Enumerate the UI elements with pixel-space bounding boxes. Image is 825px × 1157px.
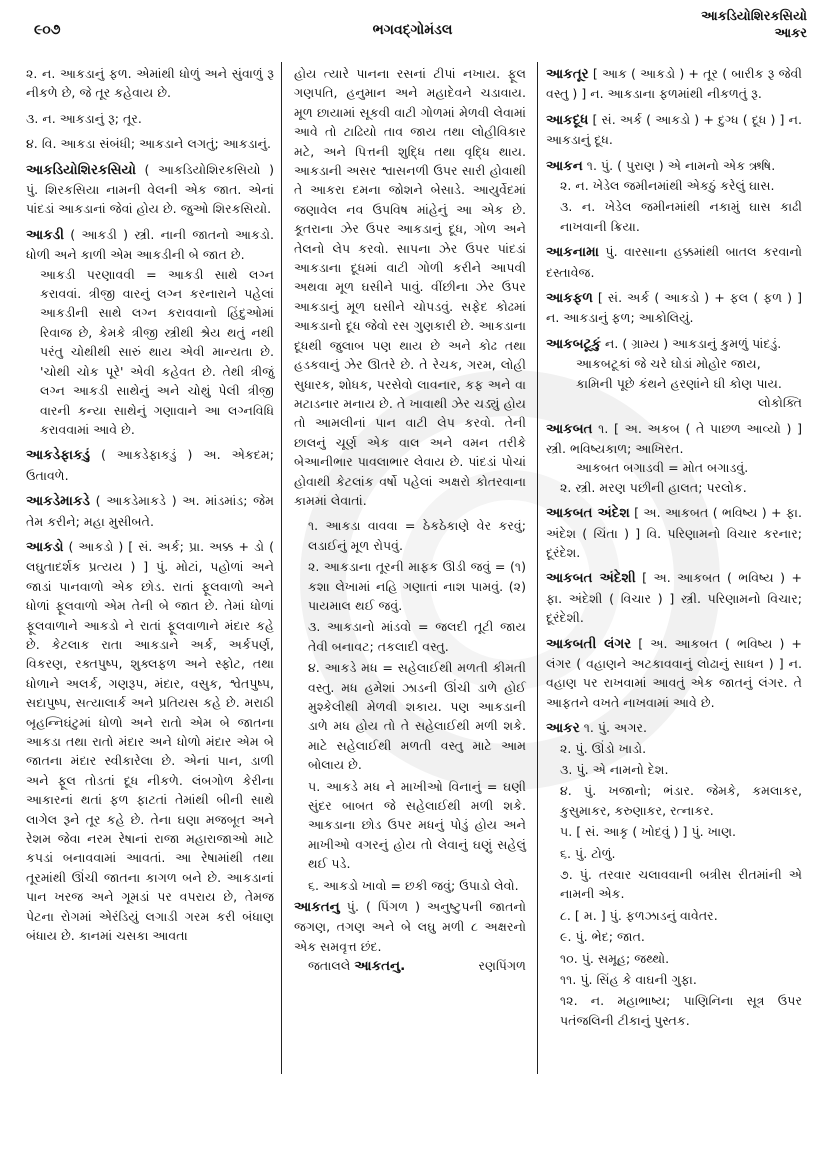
dictionary-entry (546, 568, 802, 627)
column-3 (546, 64, 802, 1036)
definition: ( આકડેફાકડું ) અ. એકદમ; ઉતાવળે. (26, 447, 274, 483)
sense: ૭. પું. તરવાર ચલાવવાની બત્રીસ રીતમાંની એ નામની એક. (560, 867, 802, 902)
definition: [ સં. અર્ક ( આકડો ) + ફલ ( ફળ ) ] ન. આકડાનું ફળ; આકોલિયું. (546, 290, 803, 326)
example (308, 956, 405, 976)
dictionary-entry (294, 897, 526, 977)
sense: ૧૧. પું. સિંહ કે વાઘની ગુફા. (560, 972, 697, 988)
sense: ૨. પું. ઊંડો ખાડો. (560, 740, 647, 756)
headword: આકબટૂકું (546, 335, 601, 352)
dictionary-entry (546, 503, 802, 562)
idiom-phrase: ૧. આકડા વાવવા = ઠેકઠેકાણે વેર કરવું; લડાઈનું મૂળ રોપવું. (308, 518, 526, 553)
quotation-line: આકબટૂકાં જે ચરે ઘોડાં મોહોર જાય, (576, 356, 761, 372)
headword: આકડેફાકડું (26, 447, 91, 464)
definition-continuation: હોય ત્યારે પાનના રસનાં ટીપાં નખાય. ફૂલ ગણપતિ, હનુમાન અને મહાદેવને ચડાવાય. મૂળ છાયામાં સૂકવી વાટી ગોળમાં મેળવી લેવામાં આવે તો ટાઢિયો તાવ જાય તથા લોહીવિકાર મટે, અને પિત્તની શુદ્ધિ તથા વૃદ્ધિ થાય. આકડાની અસર શ્વાસનળી ઉપર સારી હોવાથી તે આકરા દમના જોશને બેસાડે. આયુર્વેદમાં જણાવેલ નવ ઉપવિષ માંહેનું આ એક છે. કૂતરાના ઝેર ઉપર આકડાનું દૂધ, ગોળ અને તેલનો લેપ કરવો. સાપના ઝેર ઉપર પાંદડાં આકડાના દૂધમાં વાટી ગોળી કરીને આપવી અથવા મૂળ ઘસીને પાવું. વીંછીના ઝેર ઉપર આકડાનું મૂળ ઘસીને ચોપડવું. સફેદ કોઢમાં આકડાનો દૂધ જેવો રસ ગુણકારી છે. આકડાના દૂધથી જુલાબ પણ થાય છે અને કોઢ તથા હડકવાનું ઝેર ઊતરે છે. તે રેચક, ગરમ, લોહી સુધારક, શોધક, પરસેવો લાવનાર, કફ અને વા મટાડનાર મનાય છે. તે ખાવાથી ઝેર ચડ્યું હોય તો આમલીનાં પાન વાટી લેપ કરવો. તેની છાલનું ચૂર્ણ એક વાલ અને વમન તરીકે બેઆનીભાર પાવલાભાર લેવાય છે. પાંદડાં પોચાં હોવાથી કેટલાંક વર્ષો પહેલાં અક્ષરો કોતરવાના કામમાં લેવાતાં. (294, 66, 526, 508)
idiom-phrase: આકડી પરણાવવી = આકડી સાથે લગ્ન કરાવવાં. ત્રીજી વારનું લગ્ન કરનારાને પહેલાં આકડીની સાથે લગ્ન કરાવવાનો હિંદુઓમાં રિવાજ છે, કેમકે ત્રીજી સ્ત્રીથી શ્રેય થતું નથી પરંતુ ચોથીથી સારું થાય એવી માન્યતા છે. 'ચોથી ચોક પૂરે' એવી કહેવત છે. તેથી ત્રીજું લગ્ન આકડી સાથેનું અને ચોથું પેલી ત્રીજી વારની કન્યા સાથેનું ગણાવાને આ લગ્નવિધિ કરાવવામાં આવે છે. (40, 266, 274, 437)
definition: પું. ( પિંગળ ) અનુષ્ટુપની જાતનો જગણ, તગણ અને બે લઘુ મળી ૮ અક્ષરનો એક સમવૃત્ત છંદ. (294, 899, 526, 954)
dictionary-entry (546, 64, 802, 104)
definition: ( આકડેમાકડે ) અ. માંડમાંડ; જેમ તેમ કરીને; મહા મુસીબતે. (26, 493, 274, 529)
dictionary-entry (26, 491, 274, 531)
sense: ૯. પું. ભેદ; જાત. (560, 929, 645, 945)
definition: ન. ( ગ્રામ્ય ) આકડાનું કુમળું પાંદડું. (604, 335, 782, 351)
dictionary-entry (546, 156, 802, 237)
sense: ૧૨. ન. મહાભાષ્ય; પાણિનિના સૂત્ર ઉપર પતંજલિની ટીકાનું પુસ્તક. (560, 993, 802, 1028)
headword: આકફળ (546, 290, 593, 307)
book-title: ભગવદ્ગોમંડલ (372, 22, 453, 38)
idiom-phrase: ૬. આકડો ખાવો = છકી જવું; ઉપાડો લેવો. (308, 877, 519, 893)
headword: આકબતી લંગર (546, 635, 632, 652)
sense: ૩. પું. એ નામનો દેશ. (560, 762, 669, 777)
sense: ૮. [ મ. ] પું. ફળઝાડનું વાવેતર. (560, 907, 718, 923)
definition: ૧. [ અ. અકબ ( તે પાછળ આવ્યો ) ] સ્ત્રી. ભવિષ્યકાળ; આખિરત. (546, 420, 802, 456)
dictionary-entry (546, 634, 802, 713)
page-header (0, 0, 825, 56)
dictionary-entry (546, 419, 802, 498)
guide-word-last: આકર (774, 26, 807, 41)
headword: આકબત (546, 420, 593, 437)
sense: ૬. પું. ટોળું. (560, 845, 616, 861)
sense-continuation: ૨. ન. આકડાનું ફળ. એમાંથી ધોળું અને સુંવાળું રૂ નીકળે છે, જે તૂર કહેવાય છે. (26, 66, 274, 101)
sense: ૩. ન. ખેડેલ જમીનમાંથી નકામું ઘાસ કાઢી નાખવાની ક્રિયા. (560, 199, 802, 234)
idiom-phrase: ૫. આકડે મધ ને માખીઓ વિનાનું = ઘણી સુંદર બાબત જે સહેલાઈથી મળી શકે. આકડાના છોડ ઉપર મધનું પોડું હોય અને માખીઓ વગરનું હોય તો લેવાનું ઘણું સહેલું થઈ પડે. (308, 778, 526, 872)
dictionary-entry (546, 288, 802, 328)
sense: ૧૦. પું. સમૂહ; જથ્થો. (560, 950, 670, 966)
citation-source: રણપિંગળ (478, 958, 526, 974)
headword: આકડેમાકડે (26, 493, 90, 510)
headword: આકદૂધ (546, 111, 589, 128)
headword: આકનામા (546, 244, 599, 261)
sense: ૧. પું. અગર. (583, 720, 648, 736)
dictionary-entry (26, 225, 274, 439)
citation-source: લોકોક્તિ (758, 395, 802, 411)
idiom-phrase: ૪. આકડે મધ = સહેલાઈથી મળતી કીમતી વસ્તુ. મધ હમેશાં ઝાડની ઊંચી ડાળે હોઈ મુશ્કેલીથી મેળવી શકાય. પણ આકડાની ડાળે મધ હોય તો તે સહેલાઈથી મળી શકે. માટે સહેલાઈથી મળતી વસ્તુ માટે આમ બોલાય છે. (308, 660, 526, 773)
idiom-phrase: આકબત બગાડવી = મોત બગાડવું. (576, 460, 749, 476)
headword: આકબત અંદેશ (546, 505, 630, 522)
column-divider (537, 62, 538, 1074)
guide-word-first: આકડિયોશિરકસિયો (701, 9, 807, 24)
definition: [ અ. આકબત ( ભવિષ્ય ) + ફા. અંદેશી ( વિચાર ) ] સ્ત્રી. પરિણામનો વિચાર; દૂરંદેશી. (546, 570, 802, 626)
definition: ( આકડી ) સ્ત્રી. નાની જાતનો આકડો. ધોળી અને કાળી એમ આકડીની બે જાત છે. (26, 226, 275, 263)
definition: ૧. પું. ( પુરાણ ) એ નામનો એક ઋષિ. (586, 157, 776, 173)
sense-continuation: ૪. વિ. આકડા સંબંધી; આકડાને લગતું; આકડાનું. (26, 136, 272, 152)
dictionary-entry (26, 445, 274, 485)
sense: ૨. ન. ખેડેલ જમીનમાંથી એકઠું કરેલું ઘાસ. (560, 178, 775, 194)
example-headword: આકતનુ. (354, 958, 406, 975)
definition: [ સં. અર્ક ( આકડો ) + દુગ્ધ ( દૂધ ) ] ન. આકડાનું દૂધ. (546, 111, 802, 148)
dictionary-entry (26, 537, 274, 946)
dictionary-entry (546, 242, 802, 282)
sense: ૪. પું. ખજાનો; ભંડાર. જેમકે, કમલાકર, કુસુમાકર, કરુણાકર, રત્નાકર. (560, 783, 802, 818)
example-prefix: જતાલલે (308, 958, 351, 974)
dictionary-entry (546, 334, 802, 413)
dictionary-entry (26, 160, 274, 219)
guide-words (701, 8, 807, 42)
headword: આકડી (26, 226, 64, 243)
sense: ૨. સ્ત્રી. મરણ પછીની હાલત; પરલોક. (560, 479, 747, 495)
definition: [ અ. આકબત ( ભવિષ્ય ) + ફા. અંદેશ ( ચિંતા ) ] વિ. પરિણામનો વિચાર કરનાર; દૂરંદેશ. (546, 505, 802, 560)
idiom-phrase: ૩. આકડાનો માંડવો = જલદી તૂટી જાય તેવી બનાવટ; તકલાદી વસ્તુ. (308, 619, 526, 654)
column-divider (281, 62, 282, 1074)
page-number: ૯૦૭ (34, 22, 61, 38)
definition: ( આકડિયોશિરકસિયો ) પું. શિરકસિયા નામની વેલની એક જાત. એનાં પાંદડાં આકડાનાં જેવાં હોય છે. જુઓ શિરકસિયો. (26, 161, 274, 217)
sense-continuation: ૩. ન. આકડાનું રૂ; તૂર. (26, 110, 142, 126)
headword: આકતૂર (546, 66, 589, 82)
column-2 (294, 64, 526, 983)
quotation-line: કામિની પૂછે કંથને હરણાંને ઘી કોણ પાય. (576, 375, 782, 391)
example-line (294, 956, 526, 976)
headword: આકન (546, 157, 583, 174)
idiom-phrase: ૨. આકડાના તૂરની માફક ઊડી જવું = (૧) કશા લેખામાં નહિ ગણાતાં નાશ પામવું. (૨) પાયમાલ થઈ જવું. (308, 559, 526, 613)
column-1 (26, 64, 274, 951)
definition: [ અ. આકબત ( ભવિષ્ય ) + લંગર ( વહાણને અટકાવવાનું લોઢાનું સાધન ) ] ન. વહાણ પર રાખવામાં આવતું એક જાતનું લંગર. તે આફતને વખતે નાખવામાં આવે છે. (546, 635, 802, 710)
headword: આકતનુ (294, 899, 340, 916)
definition: ( આકડો ) [ સં. અર્ક; પ્રા. અક્ક + ડો ( લઘુતાદર્શક પ્રત્યય ) ] પું. મોટાં, પહોળાં અને જાડાં પાનવાળો એક છોડ. રાતાં ફૂલવાળો અને ધોળાં ફૂલવાળો એમ તેની બે જાત છે. તેમાં ધોળાં ફૂલવાળાને આકડો ને રાતાં ફૂલવાળાને મંદાર કહે છે. કેટલાક રાતા આકડાને અર્ક, અર્કપર્ણ, વિકરણ, રક્તપુષ્પ, શુક્લફળ અને સ્ફોટ, તથા ધોળાને અલર્ક, ગણરૂપ, મંદાર, વસુક, શ્વેતપુષ્પ, સદાપુષ્પ, સત્યાલાર્ક અને પ્રતિયસ કહે છે. મરાઠી બૃહન્નિઘંટુમાં ધોળો અને રાતો એમ બે જાતના આકડા તથા રાતો મંદાર અને ધોળો મંદાર એમ બે જાતના મંદાર સ્વીકારેલા છે. એનાં પાન, ડાળી અને ફૂલ તોડતાં દૂધ નીકળે. લંબગોળ કેરીના આકારનાં થતાં ફળ ફાટતાં તેમાંથી બીની સાથે લાગેલ રૂને તૂર કહે છે. તેના ઘણા મજબૂત અને રેશમ જેવા નરમ રેષાનાં રાજા મહારાજાઓ માટે કપડાં બનાવવામાં આવતાં. આ રેષામાંથી તથા તૂરમાંથી ઊંચી જાતના કાગળ બને છે. આકડાનાં પાન ખરજ અને ગૂમડાં પર વપરાય છે, તેમજ પેટના રોગમાં એરંડિયું લગાડી ગરમ કરી બંધાણ બંધાય છે. કાનમાં ચસકા આવતા (26, 538, 274, 944)
headword: આકડિયોશિરકસિયો (26, 161, 136, 178)
headword: આકડો (26, 538, 64, 555)
sense: ૫. [ સં. આકૃ ( ખોદવું ) ] પું. ખાણ. (560, 824, 737, 840)
dictionary-entry (546, 110, 802, 150)
headword: આકર (546, 720, 580, 737)
definition: [ આક ( આકડો ) + તૂર ( બારીક રૂ જેવી વસ્તુ ) ] ન. આકડાના ફળમાંથી નીકળતું રૂ. (546, 66, 802, 102)
definition: પું. વારસાના હક્કમાંથી બાતલ કરવાનો દસ્તાવેજ. (546, 244, 802, 280)
dictionary-entry (546, 718, 802, 1030)
headword: આકબત અંદેશી (546, 570, 636, 587)
